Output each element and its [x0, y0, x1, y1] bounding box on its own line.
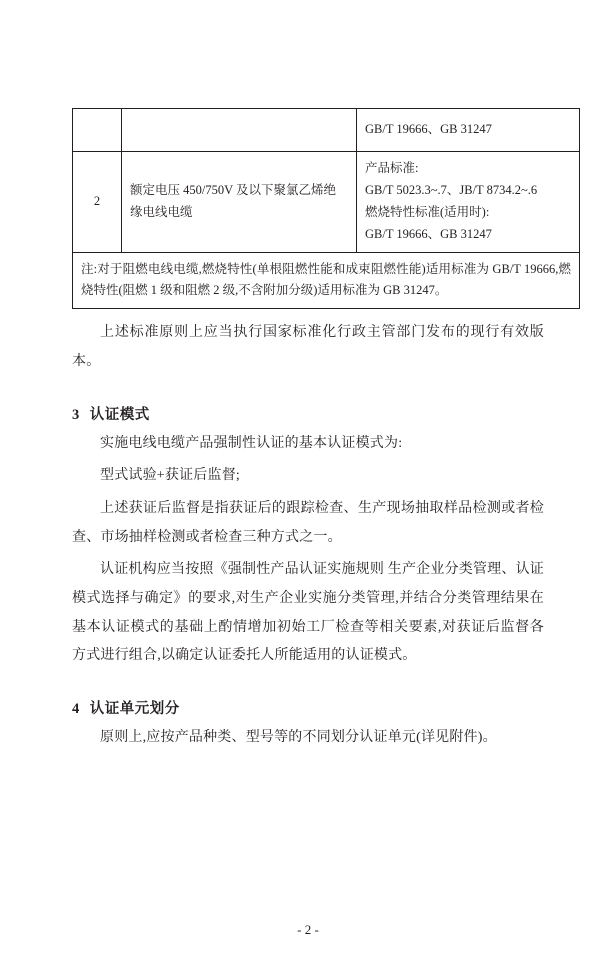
- table-row: [73, 252, 580, 309]
- document-page: [0, 108, 616, 980]
- section-heading-4: [72, 697, 544, 718]
- row-description-cell: [122, 109, 357, 152]
- section-heading-3: [72, 403, 544, 424]
- paragraph-after-table: 上述标准原则上应当执行国家标准化行政主管部门发布的现行有效版本。: [72, 325, 544, 369]
- section-number: 3: [72, 406, 80, 423]
- table-row: [73, 152, 580, 253]
- section-title: 认证模式: [89, 406, 150, 423]
- section-title: 认证单元划分: [89, 701, 180, 718]
- section3-paragraph-1: 实施电线电缆产品强制性认证的基本认证模式为:: [100, 435, 403, 451]
- standard-line: GB/T 19666、GB 31247: [365, 122, 492, 137]
- standard-line: GB/T 19666、GB 31247: [365, 226, 492, 241]
- standard-line: 燃烧特性标准(适用时):: [365, 204, 490, 219]
- row-standard-cell: [357, 152, 580, 253]
- section-number: 4: [72, 701, 80, 718]
- table-row: [73, 109, 580, 152]
- section4-paragraph-1: 原则上,应按产品种类、型号等的不同划分认证单元(详见附件)。: [100, 730, 497, 746]
- page-footer: - 2 -: [297, 922, 319, 937]
- standards-table: [72, 108, 580, 309]
- row-standard-cell: [357, 109, 580, 152]
- row-number-cell: 2: [73, 152, 122, 253]
- table-note-cell: 注:对于阻燃电线电缆,燃烧特性(单根阻燃性能和成束阻燃性能)适用标准为 GB/T 19666,燃烧特性(阻燃 1 级和阻燃 2 级,不含附加分级)适用标准为 GB 31247。: [73, 252, 580, 309]
- row-number-cell: [73, 109, 122, 152]
- standards-table-wrapper: [72, 108, 571, 309]
- standard-line: 产品标准:: [365, 161, 419, 175]
- section3-paragraph-3: 上述获证后监督是指获证后的跟踪检查、生产现场抽取样品检测或者检查、市场抽样检测或者检查三种方式之一。: [72, 501, 544, 545]
- standard-line: GB/T 5023.3~.7、JB/T 8734.2~.6: [365, 182, 538, 197]
- row-description-cell: 额定电压 450/750V 及以下聚氯乙烯绝缘电线电缆: [122, 152, 357, 253]
- section3-paragraph-4: 认证机构应当按照《强制性产品认证实施规则 生产企业分类管理、认证模式选择与确定》的要求,对生产企业实施分类管理,并结合分类管理结果在基本认证模式的基础上酌情增加初始工厂检查等相关要素,对获证后监督各方式进行组合,以确定认证委托人所能适用的认证模式。: [72, 562, 544, 664]
- section3-paragraph-2: 型式试验+获证后监督;: [100, 468, 240, 484]
